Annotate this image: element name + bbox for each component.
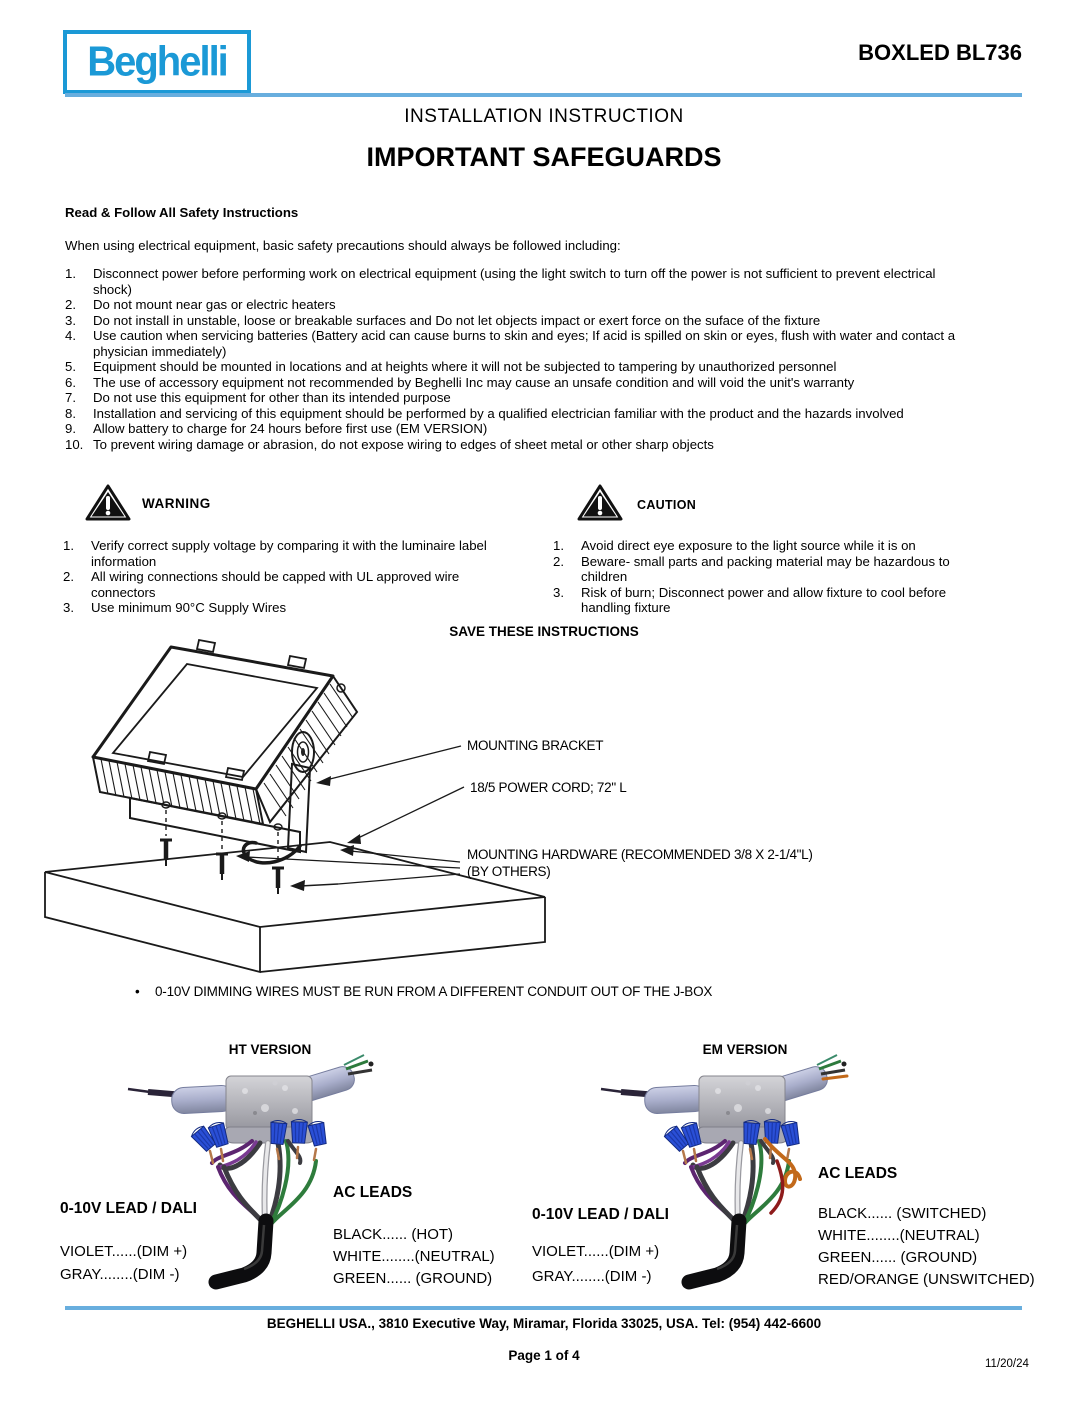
ht-ac-line: GREEN...... (GROUND) [333, 1270, 493, 1287]
caution-list [553, 538, 989, 616]
caution-item: Beware- small parts and packing material may be hazardous to children [581, 553, 950, 584]
safety-item: Installation and servicing of this equipment should be performed by a qualified electrician familiar with the product and the hazards involved [93, 405, 904, 421]
warning-triangle-icon [84, 483, 132, 523]
mounting-hardware-label2: (BY OTHERS) [467, 864, 551, 879]
em-ac-line: RED/ORANGE (UNSWITCHED) [818, 1271, 1035, 1288]
beghelli-logo [63, 30, 251, 94]
warning-label: WARNING [142, 496, 211, 511]
em-dim-heading: 0-10V LEAD / DALI [532, 1206, 669, 1223]
product-title: BOXLED BL736 [858, 40, 1022, 65]
safety-item: Do not mount near gas or electric heaters [93, 297, 336, 312]
safety-item: Allow battery to charge for 24 hours before first use (EM VERSION) [93, 421, 488, 436]
em-ac-line: GREEN...... (GROUND) [818, 1249, 978, 1266]
em-ac-line: BLACK...... (SWITCHED) [818, 1205, 987, 1222]
warning-item: Use minimum 90°C Supply Wires [91, 600, 287, 615]
mounting-hardware-label: MOUNTING HARDWARE (RECOMMENDED 3/8 X 2-1/4"L) [467, 847, 813, 862]
mounting-bracket-label: MOUNTING BRACKET [467, 738, 604, 753]
beghelli-logo-text: Beghelli [87, 38, 227, 85]
safety-item: Do not install in unstable, loose or breakable surfaces and Do not let objects impact or exert force on the suface of the fixture [93, 312, 821, 328]
caution-label: CAUTION [637, 498, 697, 512]
safety-item: Disconnect power before performing work on electrical equipment (using the light switch to turn off the power is not sufficient to prevent electrical shock) [93, 266, 936, 297]
warning-list [63, 538, 499, 616]
caution-item: Risk of burn; Disconnect power and allow fixture to cool before handling fixture [581, 584, 947, 615]
bullet: • [135, 984, 140, 999]
revision-date: 11/20/24 [985, 1358, 1029, 1370]
warning-item: All wiring connections should be capped with UL approved wire connectors [91, 569, 460, 600]
footer-rule [65, 1306, 1022, 1310]
safety-item: Use caution when servicing batteries (Battery acid can cause burns to skin and eyes; If acid is spilled on skin or eyes, flush with water and contact a physician immediately) [93, 328, 956, 359]
doc-title: IMPORTANT SAFEGUARDS [366, 142, 722, 172]
save-instructions-line: SAVE THESE INSTRUCTIONS [449, 624, 639, 639]
safety-item: Do not use this equipment for other than its intended purpose [93, 390, 451, 405]
fixture-mounting-diagram [0, 638, 1088, 1020]
ht-ac-heading: AC LEADS [333, 1184, 413, 1201]
ht-ac-line: BLACK...... (HOT) [333, 1226, 454, 1243]
em-ac-heading: AC LEADS [818, 1165, 898, 1182]
em-dim-line: GRAY........(DIM -) [532, 1268, 652, 1285]
ht-dim-heading: 0-10V LEAD / DALI [60, 1200, 197, 1217]
ht-dim-line: GRAY........(DIM -) [60, 1266, 180, 1283]
page-number: Page 1 of 4 [508, 1348, 580, 1363]
caution-triangle-icon [576, 483, 624, 523]
ht-dim-line: VIOLET......(DIM +) [60, 1243, 188, 1260]
dimming-note: • 0-10V DIMMING WIRES MUST BE RUN FROM A DIFFERENT CONDUIT OUT OF THE J-BOX [135, 984, 713, 999]
warning-item: Verify correct supply voltage by comparing it with the luminaire label information [91, 538, 487, 569]
header-rule [65, 93, 1022, 97]
safety-item: Equipment should be mounted in locations and at heights where it will not be subjected to tampering by unauthorized personnel [93, 359, 837, 374]
safety-list [65, 266, 977, 452]
footer-address: BEGHELLI USA., 3810 Executive Way, Miramar, Florida 33025, USA. Tel: (954) 442-6600 [266, 1316, 822, 1331]
power-cord-label: 18/5 POWER CORD; 72" L [470, 780, 627, 795]
em-ac-line: WHITE........(NEUTRAL) [818, 1227, 980, 1244]
safety-heading: Read & Follow All Safety Instructions [65, 205, 299, 220]
safety-item: To prevent wiring damage or abrasion, do not expose wiring to edges of sheet metal or other sharp objects [93, 436, 714, 452]
ht-version-title: HT VERSION [228, 1042, 312, 1057]
em-dim-line: VIOLET......(DIM +) [532, 1243, 660, 1260]
ht-ac-line: WHITE........(NEUTRAL) [333, 1248, 495, 1265]
caution-item: Avoid direct eye exposure to the light source while it is on [581, 538, 916, 553]
em-version-title: EM VERSION [702, 1042, 788, 1057]
doc-subtitle: INSTALLATION INSTRUCTION [404, 106, 684, 127]
safety-intro: When using electrical equipment, basic safety precautions should always be followed including: [65, 238, 621, 253]
safety-item: The use of accessory equipment not recommended by Beghelli Inc may cause an unsafe condition and will void the unit's warranty [93, 374, 855, 390]
